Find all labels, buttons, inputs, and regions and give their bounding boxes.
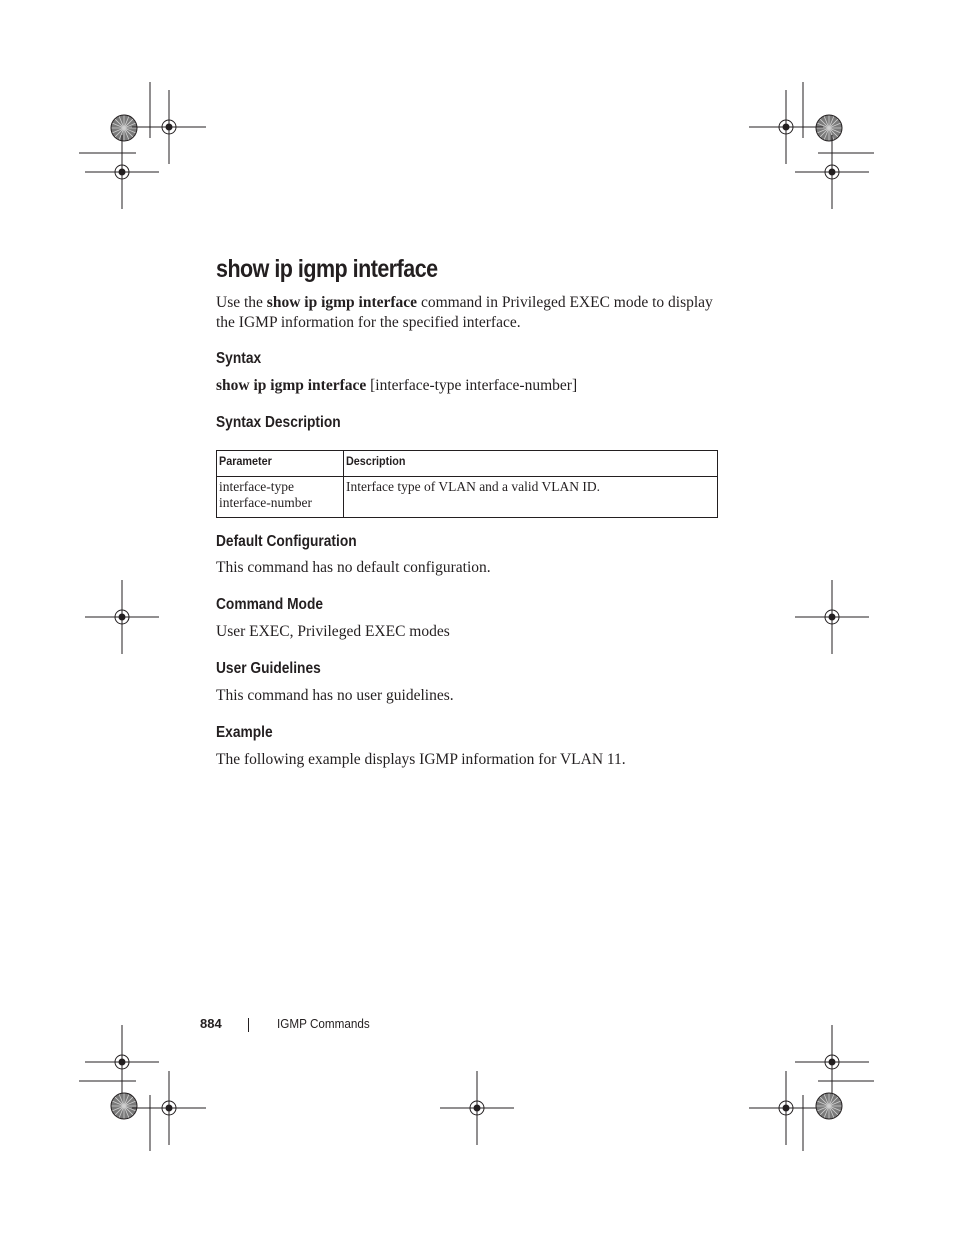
command-mode-heading: Command Mode xyxy=(216,596,324,613)
table-cell-description: Interface type of VLAN and a valid VLAN ID. xyxy=(344,477,718,518)
column-header-description: Description xyxy=(344,451,718,477)
syntax-description-heading: Syntax Description xyxy=(216,414,341,431)
table-row xyxy=(217,477,718,518)
syntax-line xyxy=(216,376,716,396)
example-heading: Example xyxy=(216,724,273,741)
color-wheel-icon xyxy=(111,115,137,141)
registration-crosshair-icon xyxy=(795,1025,869,1099)
command-name: show ip igmp interface xyxy=(266,294,418,311)
registration-crosshair-icon xyxy=(132,90,206,164)
registration-crosshair-icon xyxy=(85,580,159,654)
command-mode-text: User EXEC, Privileged EXEC modes xyxy=(216,623,450,640)
color-wheel-icon xyxy=(111,1093,137,1119)
registration-crosshair-icon xyxy=(749,90,823,164)
user-guidelines-heading: User Guidelines xyxy=(216,660,321,677)
footer-divider xyxy=(248,1018,249,1032)
page-title: show ip igmp interface xyxy=(216,255,438,283)
syntax-heading: Syntax xyxy=(216,350,262,367)
registration-crosshair-icon xyxy=(795,580,869,654)
registration-crosshair-icon xyxy=(795,135,869,209)
table-cell-parameter: interface-type interface-number xyxy=(217,477,344,518)
registration-crosshair-icon xyxy=(749,1071,823,1145)
syntax-args: [interface-type interface-number] xyxy=(366,377,578,394)
color-wheel-icon xyxy=(816,115,842,141)
registration-crosshair-icon xyxy=(132,1071,206,1145)
user-guidelines-text: This command has no user guidelines. xyxy=(216,687,454,704)
intro-paragraph: Use the show ip igmp interface command in Privileged EXEC mode to display the IGMP information for the specified interface. xyxy=(216,294,713,331)
syntax-command: show ip igmp interface xyxy=(216,377,367,394)
table-header-row xyxy=(217,451,718,477)
registration-crosshair-icon xyxy=(85,135,159,209)
registration-crosshair-icon xyxy=(85,1025,159,1099)
column-header-parameter: Parameter xyxy=(217,451,344,477)
registration-crosshair-icon xyxy=(440,1071,514,1145)
page-number: 884 xyxy=(200,1016,222,1031)
default-configuration-heading: Default Configuration xyxy=(216,533,357,550)
parameter-table xyxy=(216,450,718,518)
color-wheel-icon xyxy=(816,1093,842,1119)
default-configuration-text: This command has no default configuration. xyxy=(216,559,491,576)
footer-section-title: IGMP Commands xyxy=(277,1016,370,1031)
example-text: The following example displays IGMP information for VLAN 11. xyxy=(216,751,626,768)
